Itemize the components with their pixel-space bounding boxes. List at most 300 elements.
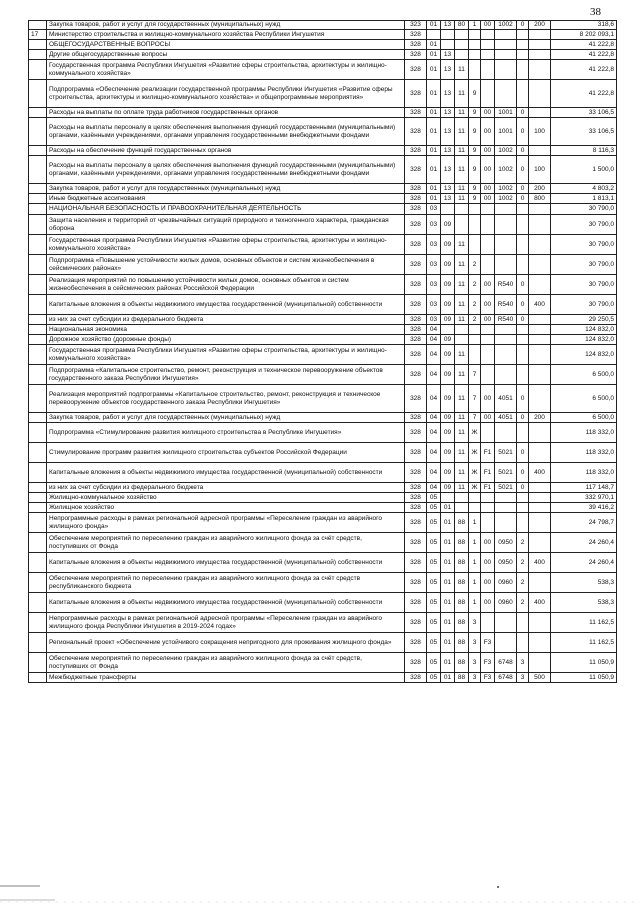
row-code-c6: 00	[481, 156, 495, 184]
row-amount: 41 222,8	[551, 60, 617, 80]
row-name: Государственная программа Республики Ингушетия «Развитие сферы строительства, архитектуры и жилищно-коммунального хозяйства»	[47, 60, 405, 80]
row-code-c7	[495, 335, 517, 345]
table-row	[29, 385, 617, 413]
row-code-c8: 0	[517, 275, 529, 295]
row-code-c7	[495, 50, 517, 60]
row-code-c7: 0950	[495, 533, 517, 553]
row-code-c6: 00	[481, 573, 495, 593]
row-code-c2: 03	[427, 215, 441, 235]
row-code-c9: 400	[529, 593, 551, 613]
row-code-c8	[517, 80, 529, 108]
row-code-c7	[495, 633, 517, 653]
row-code-c9	[529, 633, 551, 653]
row-code-c2: 05	[427, 553, 441, 573]
row-code-c4: 11	[455, 118, 469, 146]
row-code-c7: 1002	[495, 156, 517, 184]
row-code-c3: 09	[441, 275, 455, 295]
table-row	[29, 194, 617, 204]
row-code-c8: 0	[517, 315, 529, 325]
table-row	[29, 295, 617, 315]
row-number	[29, 513, 47, 533]
table-row	[29, 513, 617, 533]
row-code-c7: 5021	[495, 443, 517, 463]
row-code-c2	[427, 30, 441, 40]
row-code-c2: 03	[427, 235, 441, 255]
row-amount: 41 222,8	[551, 40, 617, 50]
row-number	[29, 385, 47, 413]
row-code-c6: 00	[481, 275, 495, 295]
row-name: Подпрограмма «Повышение устойчивости жилых домов, основных объектов и систем жизнеобеспечения в сейсмических районах»	[47, 255, 405, 275]
row-code-c1: 328	[405, 184, 427, 194]
row-code-c8: 0	[517, 118, 529, 146]
row-code-c4: 11	[455, 60, 469, 80]
row-amount: 118 332,0	[551, 463, 617, 483]
row-code-c1: 328	[405, 573, 427, 593]
row-amount: 124 832,0	[551, 335, 617, 345]
row-code-c8: 0	[517, 184, 529, 194]
row-code-c4: 11	[455, 184, 469, 194]
row-code-c3	[441, 30, 455, 40]
row-code-c7	[495, 30, 517, 40]
row-code-c2: 05	[427, 513, 441, 533]
row-code-c5	[469, 215, 481, 235]
row-code-c8: 0	[517, 21, 529, 30]
row-code-c4	[455, 503, 469, 513]
row-code-c9	[529, 235, 551, 255]
row-code-c1: 328	[405, 493, 427, 503]
row-code-c8: 0	[517, 108, 529, 118]
table-row	[29, 365, 617, 385]
table-row	[29, 315, 617, 325]
row-code-c5: 2	[469, 275, 481, 295]
row-code-c7: R540	[495, 275, 517, 295]
row-code-c5: 1	[469, 593, 481, 613]
row-code-c4: 88	[455, 613, 469, 633]
table-row	[29, 493, 617, 503]
row-amount: 30 790,0	[551, 275, 617, 295]
row-code-c8	[517, 215, 529, 235]
table-row	[29, 413, 617, 423]
row-code-c4: 80	[455, 21, 469, 30]
row-code-c1: 328	[405, 633, 427, 653]
row-name: Расходы на выплаты по оплате труда работников государственных органов	[47, 108, 405, 118]
row-code-c6: 00	[481, 533, 495, 553]
table-row	[29, 533, 617, 553]
row-code-c9	[529, 345, 551, 365]
row-amount: 1 813,1	[551, 194, 617, 204]
row-amount: 30 790,0	[551, 255, 617, 275]
row-amount: 117 148,7	[551, 483, 617, 493]
row-code-c3	[441, 493, 455, 503]
row-code-c3: 09	[441, 235, 455, 255]
row-number	[29, 443, 47, 463]
row-code-c4: 88	[455, 653, 469, 673]
row-code-c6: 00	[481, 184, 495, 194]
row-code-c8	[517, 493, 529, 503]
scan-artifacts	[0, 880, 640, 905]
row-code-c5	[469, 493, 481, 503]
row-code-c7	[495, 613, 517, 633]
row-code-c6	[481, 235, 495, 255]
row-code-c6	[481, 30, 495, 40]
row-amount: 332 970,1	[551, 493, 617, 503]
row-amount: 6 500,0	[551, 413, 617, 423]
row-name: Капитальные вложения в объекты недвижимого имущества государственной (муниципальной) собственности	[47, 295, 405, 315]
row-name: Закупка товаров, работ и услуг для государственных (муниципальных) нужд	[47, 184, 405, 194]
row-code-c2: 05	[427, 593, 441, 613]
row-name: Стимулирование программ развития жилищного строительства субъектов Российской Федерации	[47, 443, 405, 463]
row-code-c5: 9	[469, 80, 481, 108]
row-number	[29, 204, 47, 215]
row-code-c1: 328	[405, 503, 427, 513]
row-code-c5	[469, 325, 481, 335]
row-code-c1: 328	[405, 553, 427, 573]
table-row	[29, 50, 617, 60]
row-code-c5: 9	[469, 194, 481, 204]
row-code-c6	[481, 613, 495, 633]
row-code-c1: 328	[405, 673, 427, 683]
row-code-c3: 13	[441, 108, 455, 118]
table-row	[29, 156, 617, 184]
row-code-c1: 328	[405, 30, 427, 40]
row-code-c2: 01	[427, 108, 441, 118]
row-code-c5: Ж	[469, 423, 481, 443]
row-code-c5: 2	[469, 315, 481, 325]
row-code-c3: 09	[441, 413, 455, 423]
row-code-c4: 11	[455, 443, 469, 463]
row-code-c8	[517, 235, 529, 255]
row-code-c4	[455, 30, 469, 40]
row-code-c9: 400	[529, 295, 551, 315]
row-code-c6: 00	[481, 385, 495, 413]
row-name: Другие общегосударственные вопросы	[47, 50, 405, 60]
row-amount: 30 790,0	[551, 235, 617, 255]
row-code-c7: 6748	[495, 673, 517, 683]
row-code-c5: 9	[469, 118, 481, 146]
row-code-c5	[469, 60, 481, 80]
row-number	[29, 413, 47, 423]
page-number: 38	[590, 6, 601, 18]
row-code-c9: 400	[529, 463, 551, 483]
row-code-c1: 328	[405, 443, 427, 463]
row-amount: 24 260,4	[551, 533, 617, 553]
row-code-c7: 1001	[495, 118, 517, 146]
row-code-c3: 01	[441, 513, 455, 533]
row-code-c9	[529, 50, 551, 60]
row-code-c4	[455, 335, 469, 345]
row-number	[29, 365, 47, 385]
row-code-c1: 323	[405, 21, 427, 30]
row-code-c1: 328	[405, 385, 427, 413]
table-body	[29, 21, 617, 683]
row-code-c8: 0	[517, 483, 529, 493]
row-code-c6: 00	[481, 553, 495, 573]
row-number	[29, 483, 47, 493]
row-code-c6	[481, 255, 495, 275]
row-code-c8	[517, 613, 529, 633]
row-code-c3: 01	[441, 633, 455, 653]
row-code-c3: 09	[441, 345, 455, 365]
row-amount: 8 116,3	[551, 146, 617, 156]
row-code-c3: 09	[441, 255, 455, 275]
table-row	[29, 146, 617, 156]
row-code-c8	[517, 335, 529, 345]
row-code-c9	[529, 335, 551, 345]
row-code-c9	[529, 493, 551, 503]
table-row	[29, 215, 617, 235]
row-number	[29, 50, 47, 60]
row-amount: 30 790,0	[551, 215, 617, 235]
row-code-c4	[455, 204, 469, 215]
row-code-c1: 328	[405, 50, 427, 60]
row-code-c2: 01	[427, 156, 441, 184]
row-code-c2: 05	[427, 613, 441, 633]
row-code-c8	[517, 325, 529, 335]
row-code-c7: 6748	[495, 653, 517, 673]
row-code-c2: 01	[427, 21, 441, 30]
table-row	[29, 255, 617, 275]
row-code-c7: 1002	[495, 194, 517, 204]
table-row	[29, 553, 617, 573]
row-number	[29, 463, 47, 483]
row-code-c7: R540	[495, 295, 517, 315]
row-code-c8: 0	[517, 295, 529, 315]
row-code-c1: 328	[405, 593, 427, 613]
row-number	[29, 593, 47, 613]
row-amount: 24 260,4	[551, 553, 617, 573]
row-code-c6: 00	[481, 146, 495, 156]
table-row	[29, 118, 617, 146]
row-code-c5: 3	[469, 613, 481, 633]
row-code-c3: 13	[441, 194, 455, 204]
row-amount: 39 416,2	[551, 503, 617, 513]
row-code-c4: 88	[455, 593, 469, 613]
row-code-c5: 3	[469, 673, 481, 683]
row-code-c8: 0	[517, 146, 529, 156]
row-name: Иные бюджетные ассигнования	[47, 194, 405, 204]
row-name: Капитальные вложения в объекты недвижимого имущества государственной (муниципальной) собственности	[47, 463, 405, 483]
row-code-c5: Ж	[469, 483, 481, 493]
row-code-c4: 88	[455, 533, 469, 553]
row-code-c2: 04	[427, 365, 441, 385]
row-code-c9: 200	[529, 413, 551, 423]
row-code-c7	[495, 80, 517, 108]
row-code-c8	[517, 423, 529, 443]
row-code-c6: F1	[481, 483, 495, 493]
row-code-c2: 05	[427, 503, 441, 513]
row-code-c9	[529, 365, 551, 385]
row-number	[29, 423, 47, 443]
row-name: Дорожное хозяйство (дорожные фонды)	[47, 335, 405, 345]
row-code-c1: 328	[405, 463, 427, 483]
row-code-c9	[529, 60, 551, 80]
row-code-c6: F1	[481, 463, 495, 483]
row-name: Закупка товаров, работ и услуг для государственных (муниципальных) нужд	[47, 413, 405, 423]
row-code-c9	[529, 215, 551, 235]
row-code-c1: 328	[405, 325, 427, 335]
row-code-c9	[529, 204, 551, 215]
row-code-c9	[529, 443, 551, 463]
row-code-c1: 328	[405, 40, 427, 50]
row-name: Обеспечение мероприятий по переселению граждан из аварийного жилищного фонда за счёт средств, поступивших от Фонда	[47, 533, 405, 553]
table-row	[29, 325, 617, 335]
row-number	[29, 653, 47, 673]
row-code-c7: 4051	[495, 385, 517, 413]
table-row	[29, 184, 617, 194]
row-name: Межбюджетные трансферты	[47, 673, 405, 683]
row-code-c8	[517, 365, 529, 385]
row-code-c6	[481, 215, 495, 235]
table-row	[29, 673, 617, 683]
table-row	[29, 80, 617, 108]
table-row	[29, 443, 617, 463]
row-code-c6: 00	[481, 108, 495, 118]
row-code-c9	[529, 255, 551, 275]
row-number	[29, 194, 47, 204]
row-amount: 11 162,5	[551, 633, 617, 653]
row-code-c6: F3	[481, 653, 495, 673]
row-code-c4: 11	[455, 423, 469, 443]
row-code-c7	[495, 423, 517, 443]
row-code-c3: 09	[441, 215, 455, 235]
row-code-c8	[517, 503, 529, 513]
row-code-c3: 09	[441, 423, 455, 443]
row-code-c2: 04	[427, 325, 441, 335]
row-code-c5: 1	[469, 573, 481, 593]
row-name: Расходы на обеспечение функций государственных органов	[47, 146, 405, 156]
row-amount: 33 106,5	[551, 118, 617, 146]
row-code-c6	[481, 423, 495, 443]
row-code-c1: 328	[405, 215, 427, 235]
row-code-c1: 328	[405, 345, 427, 365]
row-code-c3: 01	[441, 573, 455, 593]
row-code-c2: 01	[427, 40, 441, 50]
row-code-c5: 1	[469, 553, 481, 573]
row-code-c4: 11	[455, 108, 469, 118]
row-code-c9	[529, 533, 551, 553]
row-code-c6: 00	[481, 194, 495, 204]
row-code-c4: 11	[455, 315, 469, 325]
row-code-c1: 328	[405, 613, 427, 633]
table-row	[29, 613, 617, 633]
row-code-c4: 11	[455, 385, 469, 413]
row-code-c5: 7	[469, 413, 481, 423]
row-code-c9	[529, 385, 551, 413]
row-code-c2: 04	[427, 345, 441, 365]
row-code-c2: 05	[427, 573, 441, 593]
row-code-c4	[455, 325, 469, 335]
row-name: Непрограммные расходы в рамках региональной адресной программы «Переселение граждан из аварийного жилищного фонда»	[47, 513, 405, 533]
row-code-c5	[469, 503, 481, 513]
row-name: Непрограммные расходы в рамках региональной адресной программы «Переселение граждан из аварийного жилищного фонда Республики Ингушетия в 2019-2024 годах»	[47, 613, 405, 633]
row-code-c4: 11	[455, 275, 469, 295]
row-name: НАЦИОНАЛЬНАЯ БЕЗОПАСНОСТЬ И ПРАВООХРАНИТЕЛЬНАЯ ДЕЯТЕЛЬНОСТЬ	[47, 204, 405, 215]
row-code-c2: 03	[427, 295, 441, 315]
row-number	[29, 573, 47, 593]
row-code-c4: 11	[455, 483, 469, 493]
table-row	[29, 275, 617, 295]
row-name: Закупка товаров, работ и услуг для государственных (муниципальных) нужд	[47, 21, 405, 30]
row-code-c8	[517, 60, 529, 80]
row-code-c5: 9	[469, 146, 481, 156]
row-number	[29, 275, 47, 295]
row-code-c6: 00	[481, 413, 495, 423]
row-name: Капитальные вложения в объекты недвижимого имущества государственной (муниципальной) собственности	[47, 553, 405, 573]
row-code-c3: 01	[441, 533, 455, 553]
row-code-c4: 11	[455, 194, 469, 204]
row-code-c8	[517, 513, 529, 533]
row-code-c9: 200	[529, 184, 551, 194]
row-number	[29, 325, 47, 335]
row-code-c6: 00	[481, 118, 495, 146]
table-row	[29, 345, 617, 365]
row-code-c2: 05	[427, 633, 441, 653]
row-code-c7	[495, 365, 517, 385]
row-code-c5: 7	[469, 385, 481, 413]
row-code-c7	[495, 255, 517, 275]
row-code-c2: 01	[427, 80, 441, 108]
row-code-c1: 328	[405, 315, 427, 325]
row-code-c3: 01	[441, 593, 455, 613]
row-code-c8	[517, 50, 529, 60]
row-amount: 41 222,8	[551, 80, 617, 108]
row-code-c1: 328	[405, 533, 427, 553]
row-code-c8	[517, 30, 529, 40]
row-number	[29, 146, 47, 156]
table-row	[29, 30, 617, 40]
table-row	[29, 21, 617, 30]
row-code-c5	[469, 30, 481, 40]
row-code-c2: 04	[427, 423, 441, 443]
row-code-c8	[517, 40, 529, 50]
table-row	[29, 573, 617, 593]
row-code-c7: 0960	[495, 593, 517, 613]
row-code-c3: 13	[441, 50, 455, 60]
row-code-c1: 328	[405, 335, 427, 345]
row-code-c9	[529, 423, 551, 443]
row-code-c6	[481, 493, 495, 503]
row-number	[29, 80, 47, 108]
row-code-c1: 328	[405, 365, 427, 385]
row-code-c3: 13	[441, 156, 455, 184]
row-code-c5: 9	[469, 156, 481, 184]
row-code-c9	[529, 108, 551, 118]
row-code-c9	[529, 275, 551, 295]
row-code-c9	[529, 503, 551, 513]
row-code-c1: 328	[405, 255, 427, 275]
row-code-c5: 2	[469, 255, 481, 275]
row-code-c5: 9	[469, 108, 481, 118]
row-code-c4: 11	[455, 156, 469, 184]
row-number	[29, 235, 47, 255]
row-code-c6: 00	[481, 295, 495, 315]
row-code-c9	[529, 40, 551, 50]
row-code-c9: 100	[529, 156, 551, 184]
row-code-c8: 0	[517, 385, 529, 413]
row-code-c9	[529, 653, 551, 673]
row-code-c5	[469, 345, 481, 365]
row-code-c7	[495, 60, 517, 80]
row-code-c9	[529, 325, 551, 335]
row-code-c5: Ж	[469, 463, 481, 483]
row-amount: 11 050,9	[551, 653, 617, 673]
row-code-c7: 1002	[495, 146, 517, 156]
row-code-c7	[495, 513, 517, 533]
row-code-c5: Ж	[469, 443, 481, 463]
row-code-c9	[529, 146, 551, 156]
row-number	[29, 613, 47, 633]
row-code-c3: 13	[441, 146, 455, 156]
